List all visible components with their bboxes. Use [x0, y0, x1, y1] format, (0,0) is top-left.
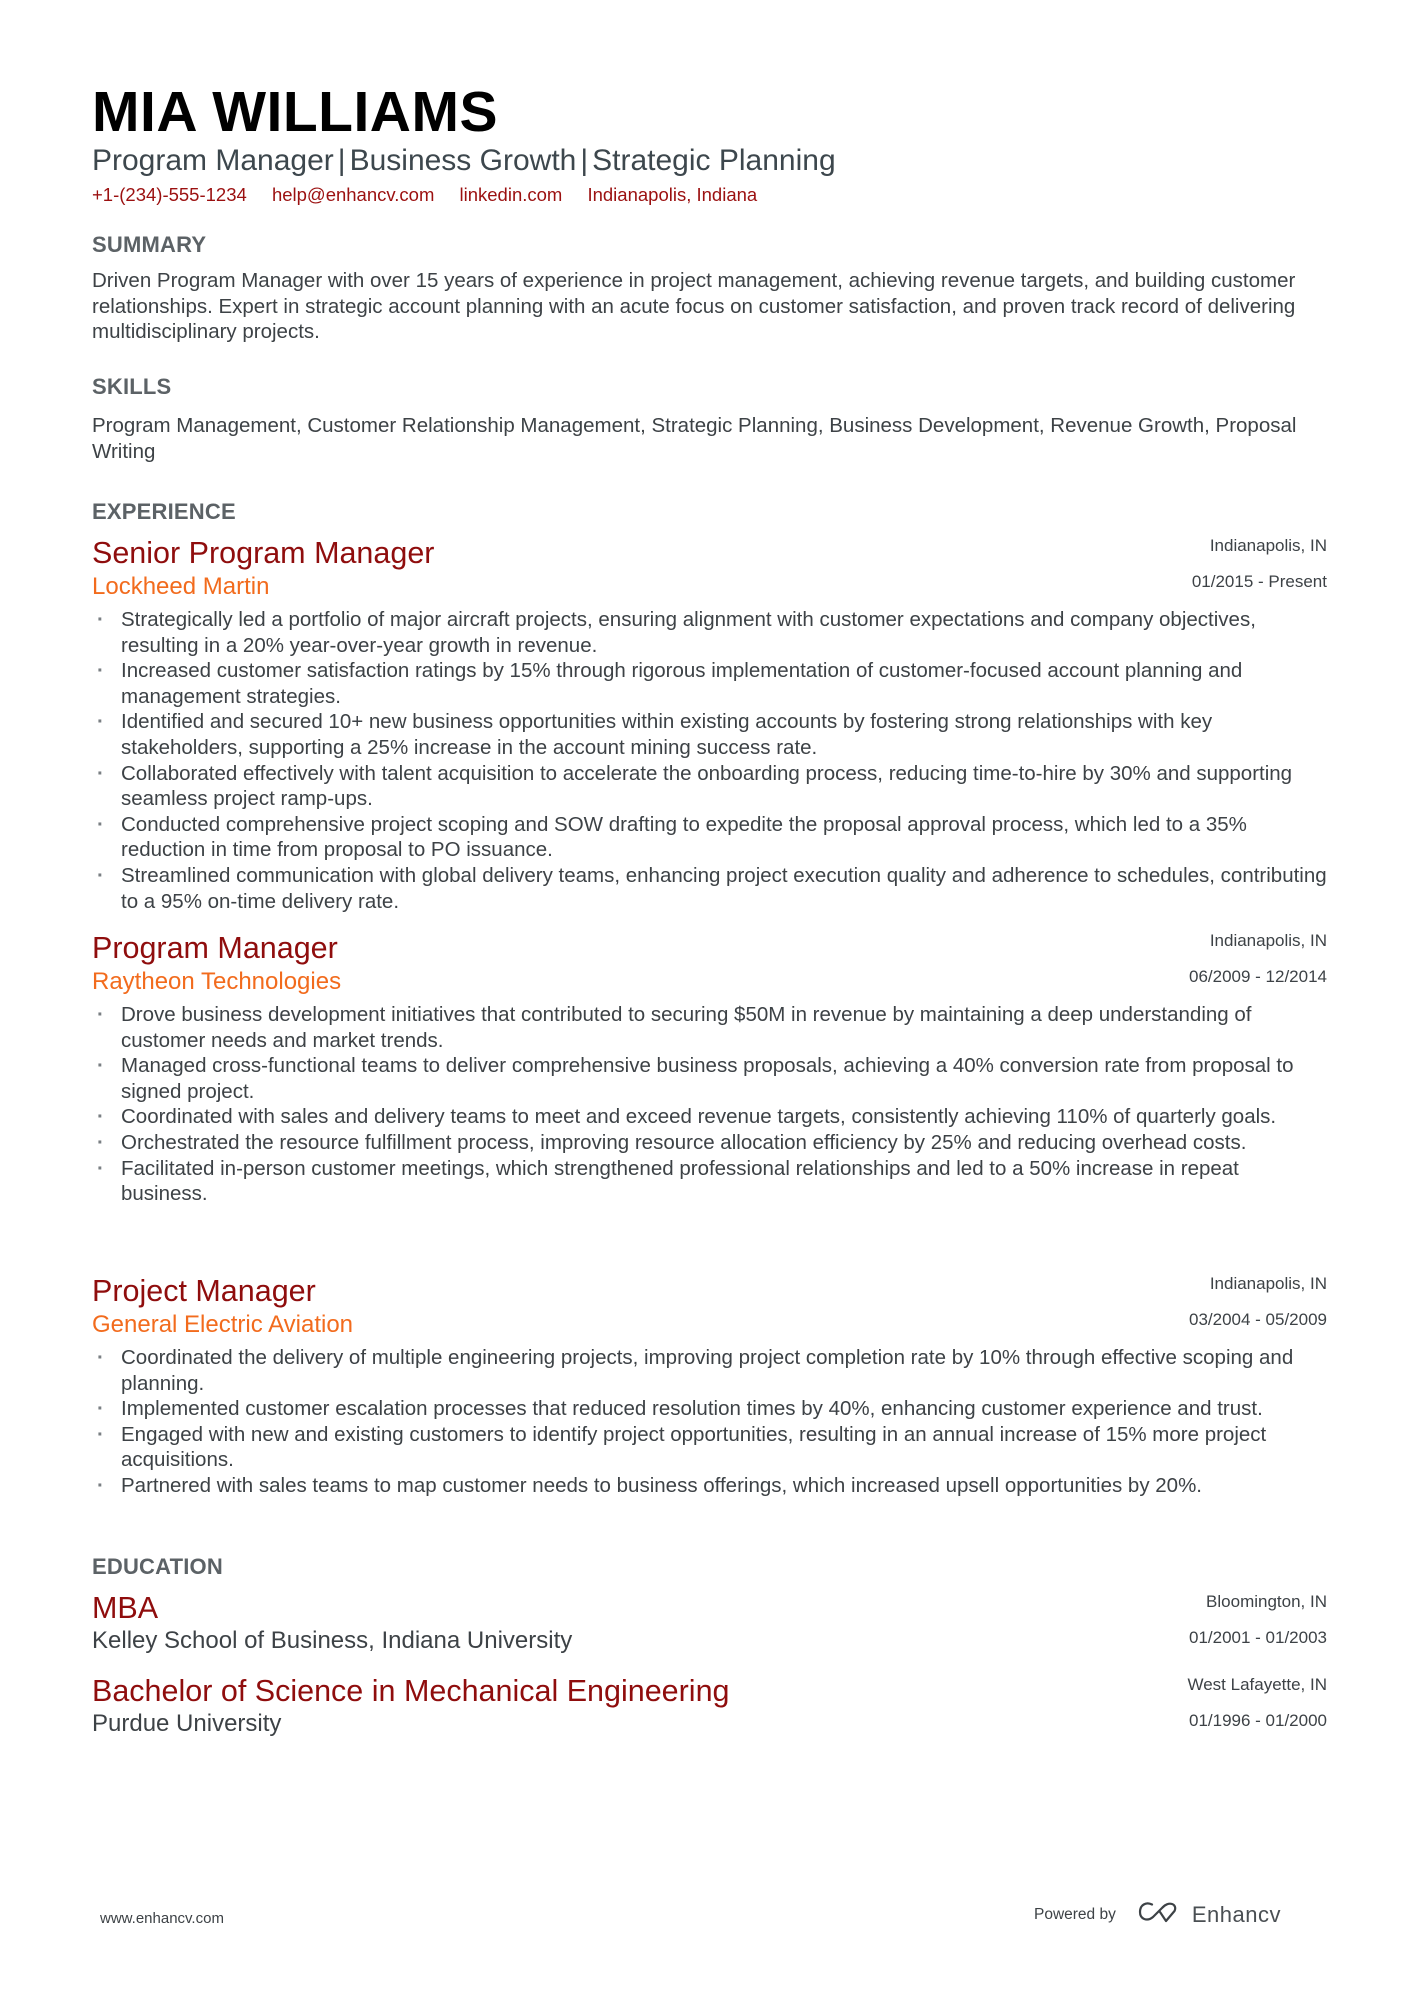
- list-item: · Collaborated effectively with talent acquisition to accelerate the onboarding process, reducing time-to-hire by 30% and supporting seamless project ramp-ups.: [92, 761, 1327, 812]
- brand-link[interactable]: [1138, 1900, 1281, 1929]
- list-item: · Strategically led a portfolio of major aircraft projects, ensuring alignment with customer expectations and company objectives, resulting in a 20% year-over-year growth in revenue.: [92, 607, 1327, 658]
- candidate-name: MIA WILLIAMS: [92, 80, 498, 144]
- degree-title: Bachelor of Science in Mechanical Engineering: [92, 1674, 730, 1708]
- separator: |: [580, 144, 589, 177]
- job-title: Project Manager: [92, 1274, 316, 1308]
- education-dates: 01/1996 - 01/2000: [1188, 1711, 1327, 1730]
- list-item: · Conducted comprehensive project scoping and SOW drafting to expedite the proposal approval process, which led to a 35% reduction in time from proposal to PO issuance.: [92, 812, 1327, 863]
- enhancv-logo-icon: [1138, 1900, 1184, 1929]
- headline-part: Strategic Planning: [592, 144, 836, 177]
- summary-text: Driven Program Manager with over 15 years of experience in project management, achieving revenue targets, and building customer relationships. Expert in strategic account planning with an acute focus on customer satisfaction, and proven track record of delivering multidisciplinary projects.: [92, 269, 1296, 344]
- job-location: Indianapolis, IN: [1209, 1274, 1327, 1293]
- job-dates: 01/2015 - Present: [1191, 572, 1327, 591]
- list-item: · Coordinated with sales and delivery teams to meet and exceed revenue targets, consistently achieving 110% of quarterly goals.: [92, 1104, 1327, 1130]
- list-item: · Engaged with new and existing customers to identify project opportunities, resulting in an annual increase of 15% more project acquisitions.: [92, 1422, 1327, 1473]
- headline-part: Program Manager: [92, 144, 334, 177]
- job-location: Indianapolis, IN: [1209, 931, 1327, 950]
- job-dates: 03/2004 - 05/2009: [1188, 1310, 1327, 1329]
- headline: [92, 142, 836, 180]
- list-item: · Facilitated in-person customer meetings, which strengthened professional relationships and led to a 50% increase in repeat business.: [92, 1156, 1327, 1207]
- list-item: · Orchestrated the resource fulfillment process, improving resource allocation efficiency by 25% and reducing overhead costs.: [92, 1130, 1327, 1156]
- location-text: Indianapolis, Indiana: [587, 184, 758, 205]
- job-dates: 06/2009 - 12/2014: [1188, 967, 1327, 986]
- job-title: Senior Program Manager: [92, 536, 435, 570]
- company-name: Lockheed Martin: [92, 573, 270, 600]
- separator: |: [337, 144, 346, 177]
- contact-info: [92, 183, 777, 207]
- list-item: · Identified and secured 10+ new business opportunities within existing accounts by fostering strong relationships with key stakeholders, supporting a 25% increase in the account mining success rate.: [92, 709, 1327, 760]
- list-item: · Increased customer satisfaction ratings by 15% through rigorous implementation of customer-focused account planning and management strategies.: [92, 658, 1327, 709]
- school-name: Purdue University: [92, 1710, 282, 1737]
- footer-website[interactable]: www.enhancv.com: [100, 1910, 224, 1927]
- skills-heading: SKILLS: [92, 374, 172, 399]
- linkedin-link[interactable]: linkedin.com: [459, 184, 563, 205]
- footer-branding: [1034, 1900, 1281, 1929]
- company-name: General Electric Aviation: [92, 1311, 354, 1338]
- headline-part: Business Growth: [349, 144, 577, 177]
- powered-by-label: Powered by: [1034, 1905, 1116, 1923]
- job-location: Indianapolis, IN: [1209, 536, 1327, 555]
- list-item: · Managed cross-functional teams to deliver comprehensive business proposals, achieving a 40% conversion rate from proposal to signed project.: [92, 1053, 1327, 1104]
- summary-heading: SUMMARY: [92, 232, 207, 257]
- phone-link[interactable]: +1-(234)-555-1234: [92, 184, 247, 205]
- education-dates: 01/2001 - 01/2003: [1188, 1628, 1327, 1647]
- job-bullets: [92, 1345, 1327, 1499]
- school-name: Kelley School of Business, Indiana University: [92, 1627, 573, 1654]
- list-item: · Partnered with sales teams to map customer needs to business offerings, which increased upsell opportunities by 20%.: [92, 1473, 1327, 1499]
- education-heading: EDUCATION: [92, 1554, 223, 1579]
- job-title: Program Manager: [92, 931, 338, 965]
- list-item: · Streamlined communication with global delivery teams, enhancing project execution quality and adherence to schedules, contributing to a 95% on-time delivery rate.: [92, 863, 1327, 914]
- job-bullets: [92, 607, 1327, 914]
- email-link[interactable]: help@enhancv.com: [271, 184, 435, 205]
- list-item: · Drove business development initiatives that contributed to securing $50M in revenue by maintaining a deep understanding of customer needs and market trends.: [92, 1002, 1327, 1053]
- company-name: Raytheon Technologies: [92, 968, 342, 995]
- skills-text: Program Management, Customer Relationship Management, Strategic Planning, Business Development, Revenue Growth, Proposal Writing: [92, 414, 1297, 463]
- brand-name: Enhancv: [1191, 1901, 1281, 1927]
- school-location: West Lafayette, IN: [1187, 1675, 1327, 1694]
- school-location: Bloomington, IN: [1206, 1592, 1327, 1611]
- list-item: · Implemented customer escalation processes that reduced resolution times by 40%, enhancing customer experience and trust.: [92, 1396, 1327, 1422]
- degree-title: MBA: [92, 1591, 159, 1625]
- job-bullets: [92, 1002, 1327, 1207]
- experience-heading: EXPERIENCE: [92, 499, 236, 524]
- list-item: · Coordinated the delivery of multiple engineering projects, improving project completion rate by 10% through effective scoping and planning.: [92, 1345, 1327, 1396]
